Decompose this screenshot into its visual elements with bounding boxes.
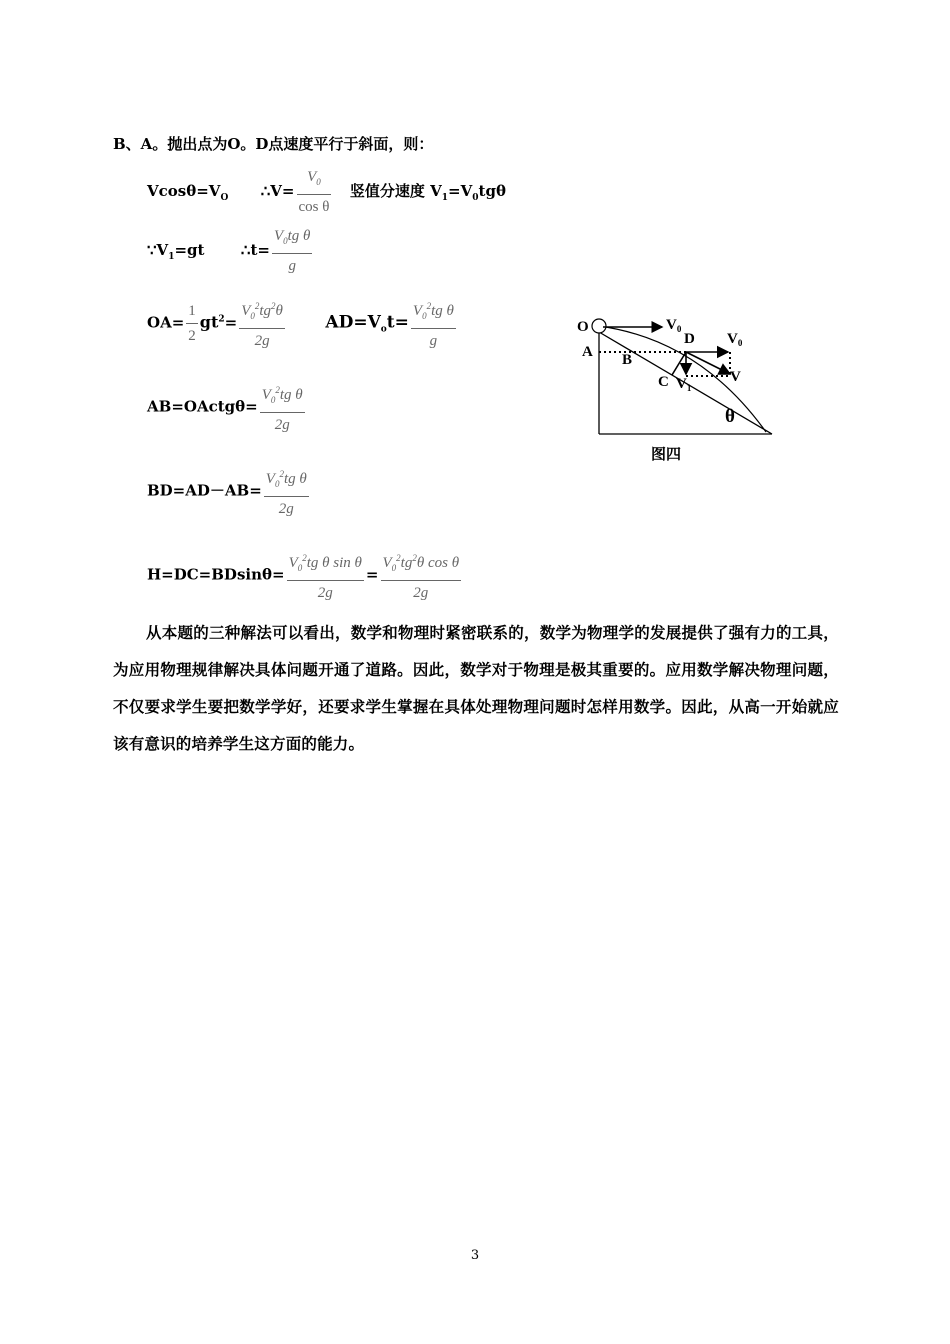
label-v0-top: $V_0$: [666, 317, 682, 334]
equation-2: $\because V_1=gt$ ∴t= $\frac{V_0tg \theta}{g}$: [147, 228, 311, 274]
label-v0-right: $V_0$: [727, 331, 743, 348]
label-b: B: [622, 352, 633, 368]
label-o: O: [577, 319, 589, 335]
label-v: V: [730, 369, 741, 385]
launch-point-circle: [592, 319, 606, 333]
conclusion-paragraph: 从本题的三种解法可以看出，数学和物理时紧密联系的，数学为物理学的发展提供了强有力的工具，为应用物理规律解决具体问题开通了道路。因此，数学对于物理是极其重要的。应用数学解决物理问题，不仅要求学生要把数学学好，还要求学生掌握在具体处理物理问题时怎样用数学。因此，从高一开始就应该有意识的培养学生这方面的能力。: [113, 623, 839, 753]
equation-5: BD=AD－AB= $\frac{V_0^2tg \theta}{2g}$: [147, 464, 311, 519]
equation-3: OA= $\frac{1}{2}$ $gt^2=$ $\frac{V_0^2tg^2\theta}{2g}$ $AD=V_ot=$ $\frac{V_0^2tg \theta}{g}$: [147, 296, 458, 351]
label-theta: θ: [725, 406, 735, 427]
dc-line: [672, 352, 686, 375]
label-c: C: [658, 374, 669, 390]
intro-text: B、A。抛出点为O。D点速度平行于斜面，则：: [113, 135, 434, 153]
figure-caption: 图四: [651, 445, 682, 463]
label-v1: $V_1$: [676, 376, 692, 393]
equation-4: AB=OActgθ= $\frac{V_0^2tg \theta}{2g}$: [147, 380, 307, 435]
label-d: D: [684, 331, 695, 347]
label-a: A: [582, 344, 593, 360]
page-number: 3: [470, 1248, 480, 1263]
equation-6: H=DC=BDsinθ= $\frac{V_0^2tg \theta \sin \theta}{2g}$ = $\frac{V_0^2tg^2\theta \cos \theta}{2g}$: [147, 548, 463, 603]
equation-1: $Vcos\theta=V_O$ ∴V= $\frac{V_0}{\text{cos θ}}$ 竖值分速度 $V_1=V_0tg\theta$: [147, 169, 506, 215]
